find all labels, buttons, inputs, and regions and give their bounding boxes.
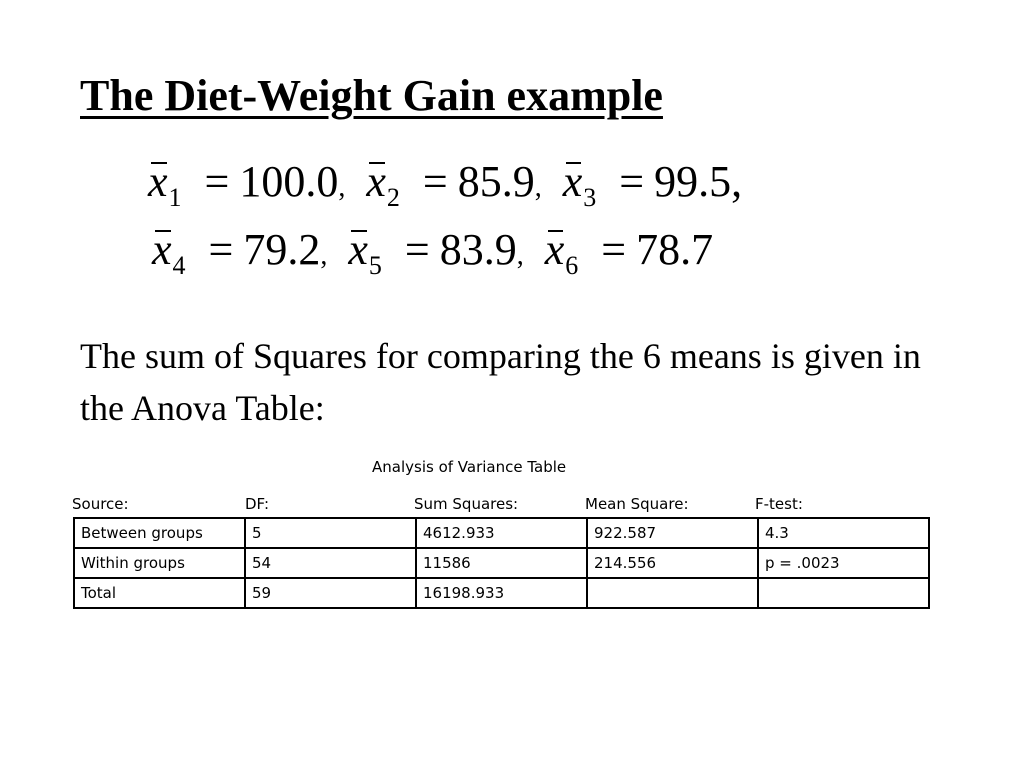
mean-term bbox=[148, 157, 355, 212]
separator: , bbox=[320, 240, 328, 271]
anova-table bbox=[73, 517, 930, 609]
cell-source: Within groups bbox=[74, 548, 245, 578]
mean-value: 78.7 bbox=[636, 225, 714, 274]
mean-value: 83.9 bbox=[439, 225, 517, 274]
cell-source: Total bbox=[74, 578, 245, 608]
mean-subscript: 2 bbox=[386, 183, 400, 212]
equals-sign: = bbox=[208, 225, 234, 274]
x-bar-symbol: x bbox=[366, 157, 386, 206]
cell-df: 5 bbox=[245, 518, 416, 548]
cell-f-test: p = .0023 bbox=[758, 548, 929, 578]
header-df: DF: bbox=[245, 495, 270, 513]
x-bar-symbol: x bbox=[152, 225, 172, 274]
mean-term bbox=[348, 225, 533, 280]
separator: , bbox=[516, 240, 524, 271]
separator: , bbox=[731, 157, 743, 206]
cell-f-test: 4.3 bbox=[758, 518, 929, 548]
means-line-1 bbox=[148, 157, 743, 212]
mean-value: 99.5 bbox=[654, 157, 732, 206]
table-row bbox=[74, 578, 929, 608]
x-bar-symbol: x bbox=[148, 157, 168, 206]
mean-term bbox=[562, 157, 743, 212]
table-row bbox=[74, 548, 929, 578]
mean-subscript: 4 bbox=[172, 251, 186, 280]
mean-term bbox=[152, 225, 337, 280]
header-sum-squares: Sum Squares: bbox=[414, 495, 519, 513]
header-mean-square: Mean Square: bbox=[585, 495, 689, 513]
mean-subscript: 5 bbox=[368, 251, 382, 280]
mean-subscript: 1 bbox=[168, 183, 182, 212]
mean-term bbox=[544, 225, 723, 280]
separator: , bbox=[338, 172, 346, 203]
x-bar-symbol: x bbox=[348, 225, 368, 274]
anova-table-title: Analysis of Variance Table bbox=[372, 458, 567, 476]
mean-subscript: 3 bbox=[583, 183, 597, 212]
slide-title: The Diet-Weight Gain example bbox=[80, 71, 663, 120]
equals-sign: = bbox=[404, 225, 430, 274]
cell-sum-squares: 4612.933 bbox=[416, 518, 587, 548]
cell-mean-square bbox=[587, 578, 758, 608]
equals-sign: = bbox=[601, 225, 627, 274]
cell-f-test bbox=[758, 578, 929, 608]
header-f-test: F-test: bbox=[755, 495, 803, 513]
mean-subscript: 6 bbox=[565, 251, 579, 280]
x-bar-symbol: x bbox=[544, 225, 565, 274]
table-row bbox=[74, 518, 929, 548]
cell-mean-square: 214.556 bbox=[587, 548, 758, 578]
mean-term bbox=[366, 157, 551, 212]
mean-value: 100.0 bbox=[239, 157, 339, 206]
equals-sign: = bbox=[422, 157, 448, 206]
cell-df: 54 bbox=[245, 548, 416, 578]
mean-value: 85.9 bbox=[457, 157, 535, 206]
mean-value: 79.2 bbox=[243, 225, 321, 274]
body-paragraph: The sum of Squares for comparing the 6 means is given in the Anova Table: bbox=[80, 336, 921, 428]
cell-df: 59 bbox=[245, 578, 416, 608]
cell-source: Between groups bbox=[74, 518, 245, 548]
means-line-2 bbox=[152, 225, 723, 280]
cell-sum-squares: 16198.933 bbox=[416, 578, 587, 608]
separator: , bbox=[534, 172, 542, 203]
equals-sign: = bbox=[204, 157, 230, 206]
cell-mean-square: 922.587 bbox=[587, 518, 758, 548]
x-bar-symbol: x bbox=[562, 157, 583, 206]
equals-sign: = bbox=[619, 157, 645, 206]
header-source: Source: bbox=[72, 495, 129, 513]
cell-sum-squares: 11586 bbox=[416, 548, 587, 578]
